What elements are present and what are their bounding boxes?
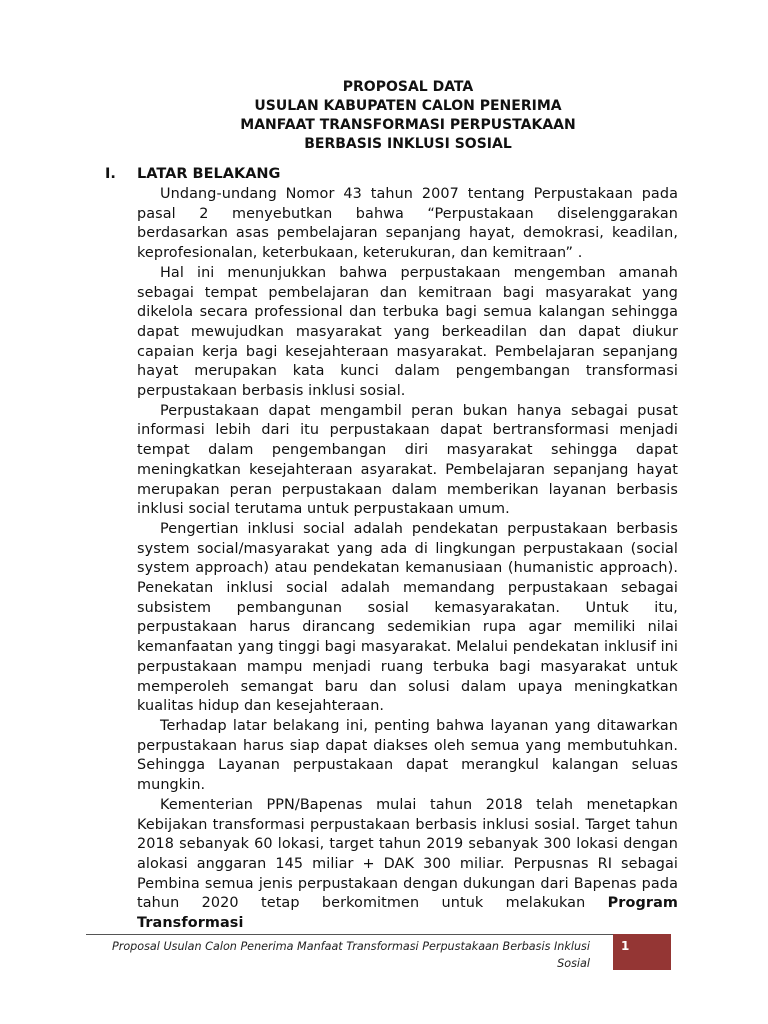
- paragraph-6-bold: Program Transformasi: [137, 895, 678, 932]
- title-line-3: MANFAAT TRANSFORMASI PERPUSTAKAAN: [240, 117, 576, 133]
- footer-text: Proposal Usulan Calon Penerima Manfaat Transformasi Perpustakaan Berbasis Inklusi Sosial: [111, 940, 590, 970]
- paragraph-1: Undang-undang Nomor 43 tahun 2007 tentang Perpustakaan pada pasal 2 menyebutkan bahwa “Perpustakaan diselenggarakan berdasarkan asas pembelajaran sepanjang hayat, demokrasi, keadilan, keprofesionalan, keterbukaan, keterukuran, dan kemitraan” .: [137, 186, 678, 262]
- section-heading-label: LATAR BELAKANG: [137, 166, 281, 182]
- page-number: 1: [621, 939, 630, 953]
- title-line-4: BERBASIS INKLUSI SOSIAL: [304, 136, 512, 152]
- title-line-1: PROPOSAL DATA: [342, 79, 474, 95]
- footer-divider: [86, 934, 671, 935]
- paragraph-4: Pengertian inklusi social adalah pendekatan perpustakaan berbasis system social/masyarakat yang ada di lingkungan perpustakaan (social system approach) atau pendekatan kemanusiaan (humanistic approach). Penekatan inklusi social adalah memandang perpustakaan sebagai subsistem pembangunan sosial kemasyarakatan. Untuk itu, perpustakaan harus dirancang sedemikian rupa agar memiliki nilai kemanfaatan yang tinggi bagi masyarakat. Melalui pendekatan inklusif ini perpustakaan mampu menjadi ruang terbuka bagi masyarakat untuk memperoleh semangat baru dan solusi dalam upaya meningkatkan kualitas hidup dan kesejahteraan.: [137, 520, 678, 715]
- section-number: I.: [105, 166, 116, 182]
- paragraph-6: [137, 796, 678, 934]
- paragraph-3: Perpustakaan dapat mengambil peran bukan hanya sebagai pusat informasi lebih dari itu perpustakaan dapat bertransformasi menjadi tempat dalam pengembangan diri masyarakat sehingga dapat meningkatkan kesejahteraan asyarakat. Pembelajaran sepanjang hayat merupakan peran perpustakaan dalam memberikan layanan berbasis inklusi social terutama untuk perpustakaan umum.: [137, 402, 678, 518]
- paragraph-2: Hal ini menunjukkan bahwa perpustakaan mengemban amanah sebagai tempat pembelajaran dan kemitraan bagi masyarakat yang dikelola secara professional dan terbuka bagi semua kalangan sehingga dapat mewujudkan masyarakat yang berkeadilan dan dapat diukur capaian kerja bagi kesejahteraan masyarakat. Pembelajaran sepanjang hayat merupakan kata kunci dalam pengembangan transformasi perpustakaan berbasis inklusi sosial.: [137, 264, 678, 400]
- title-line-2: USULAN KABUPATEN CALON PENERIMA: [254, 98, 562, 114]
- document-title: [136, 78, 680, 154]
- document-body: [137, 185, 678, 934]
- paragraph-5: Terhadap latar belakang ini, penting bahwa layanan yang ditawarkan perpustakaan harus siap dapat diakses oleh semua yang membutuhkan. Sehingga Layanan perpustakaan dapat merangkul kalangan seluas mungkin.: [137, 717, 678, 794]
- page-number-box: [613, 934, 671, 970]
- paragraph-6-text: Kementerian PPN/Bapenas mulai tahun 2018 telah menetapkan Kebijakan transformasi perpustakaan berbasis inklusi sosial. Target tahun 2018 sebanyak 60 lokasi, target tahun 2019 sebanyak 300 lokasi dengan alokasi anggaran 145 miliar + DAK 300 miliar. Perpusnas RI sebagai Pembina semua jenis perpustakaan dengan dukungan dari Bapenas pada tahun 2020 tetap berkomitmen untuk melakukan: [137, 796, 678, 912]
